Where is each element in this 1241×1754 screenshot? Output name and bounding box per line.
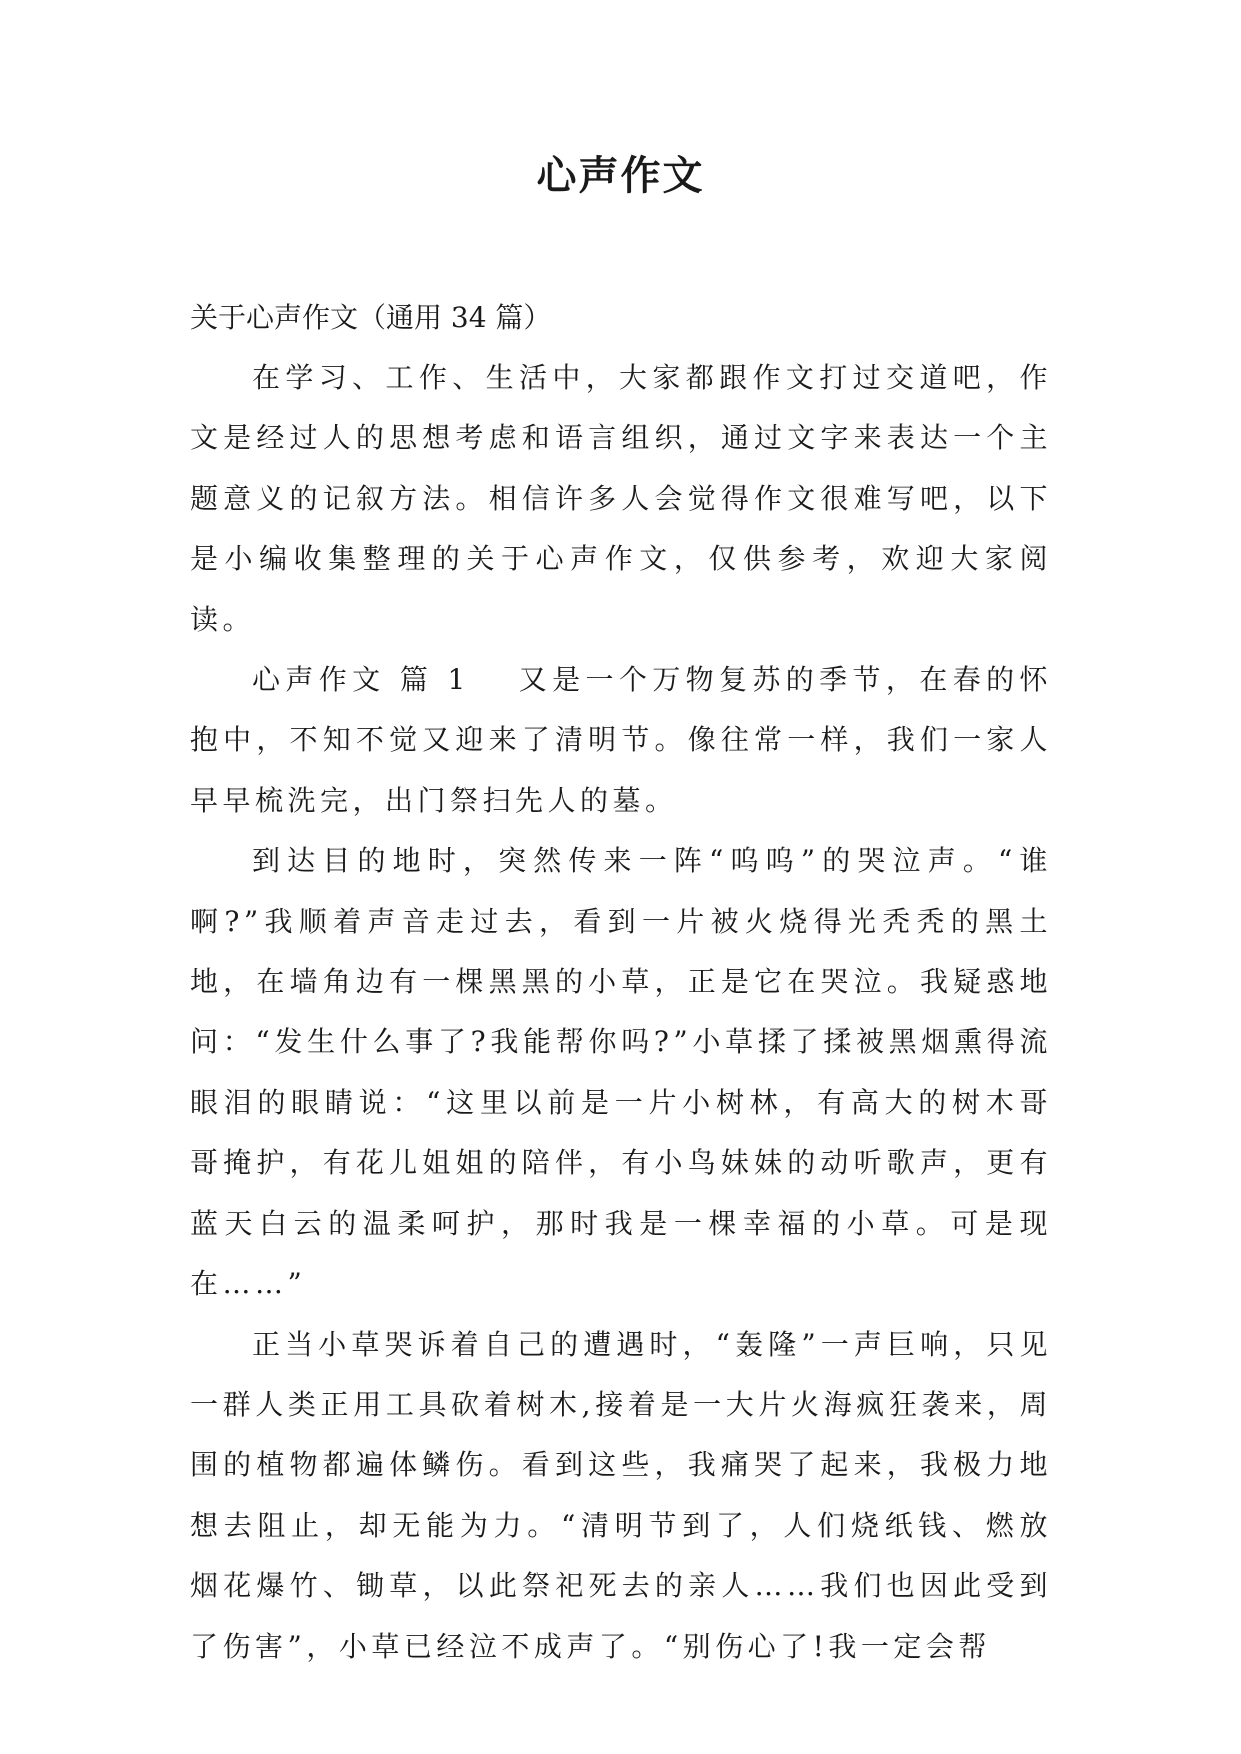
section-paragraph-1 <box>190 650 1052 831</box>
body-paragraph-3: 正当小草哭诉着自己的遭遇时，“轰隆”一声巨响，只见一群人类正用工具砍着树木,接着是一大片火海疯狂袭来，周围的植物都遍体鳞伤。看到这些，我痛哭了起来，我极力地想去阻止，却无能为力。“清明节到了，人们烧纸钱、燃放烟花爆竹、锄草，以此祭祀死去的亲人……我们也因此受到了伤害”，小草已经泣不成声了。“别伤心了!我一定会帮 <box>190 1327 1052 1663</box>
document-body <box>190 288 1052 1677</box>
paragraph-text: 又是一个万物复苏的季节，在春的怀抱中，不知不觉又迎来了清明节。像往常一样，我们一家人早早梳洗完，出门祭扫先人的墓。 <box>190 663 1052 817</box>
section-heading: 心声作文 篇 1 <box>252 663 470 697</box>
intro-paragraph: 在学习、工作、生活中，大家都跟作文打过交道吧，作文是经过人的思想考虑和语言组织，通过文字来表达一个主题意义的记叙方法。相信许多人会觉得作文很难写吧，以下是小编收集整理的关于心声作文，仅供参考，欢迎大家阅读。 <box>190 361 1052 636</box>
document-subtitle: 关于心声作文（通用 34 篇） <box>190 301 552 334</box>
document-title: 心声作文 <box>536 153 705 199</box>
body-paragraph-2: 到达目的地时，突然传来一阵“呜呜”的哭泣声。“谁啊?”我顺着声音走过去，看到一片被火烧得光秃秃的黑土地，在墙角边有一棵黑黑的小草，正是它在哭泣。我疑惑地问：“发生什么事了?我能帮你吗?”小草揉了揉被黑烟熏得流眼泪的眼睛说：“这里以前是一片小树林，有高大的树木哥哥掩护，有花儿姐姐的陪伴，有小鸟妹妹的动听歌声，更有蓝天白云的温柔呵护，那时我是一棵幸福的小草。可是现在……” <box>190 844 1052 1301</box>
